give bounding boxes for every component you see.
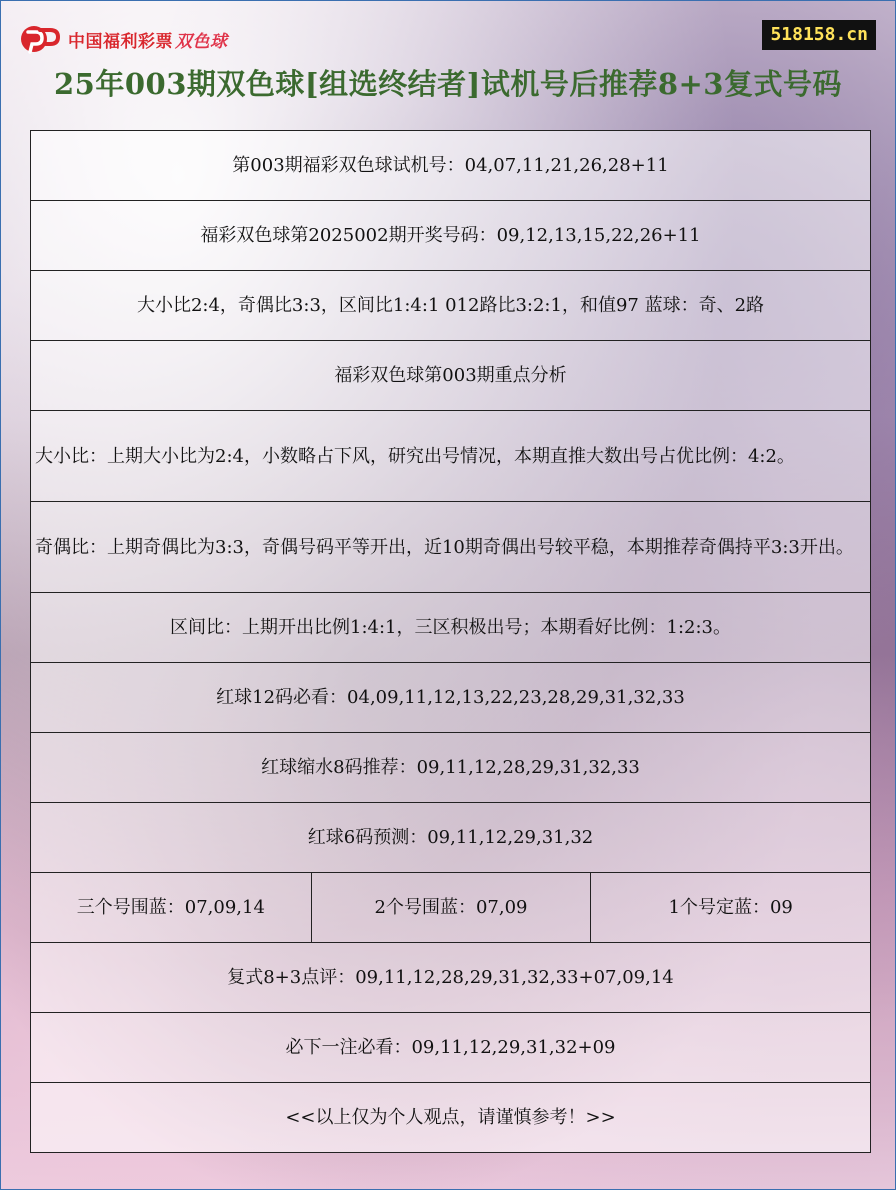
zone-ratio-text: 区间比：上期开出比例1:4:1，三区积极出号；本期看好比例：1:2:3。: [170, 617, 731, 638]
site-badge[interactable]: 518158.cn: [762, 20, 876, 50]
blue-3-text: 三个号围蓝：07,09,14: [76, 897, 265, 918]
trial-number-text: 第003期福彩双色球试机号：04,07,11,21,26,28+11: [232, 155, 669, 176]
logo-text: 中国福利彩票: [68, 31, 173, 52]
table-row: [31, 943, 871, 1013]
blue-1-text: 1个号定蓝：09: [590, 873, 870, 942]
table-row: [31, 341, 871, 411]
table-row: [31, 1083, 871, 1153]
size-ratio-text: 大小比：上期大小比为2:4，小数略占下风，研究出号情况，本期直推大数出号占优比例：4:2。: [35, 445, 795, 467]
table-row: [31, 502, 871, 593]
disclaimer-text: <<以上仅为个人观点，请谨慎参考！>>: [285, 1107, 616, 1128]
odd-even-text: 奇偶比：上期奇偶比为3:3，奇偶号码平等开出，近10期奇偶出号较平稳，本期推荐奇偶持平3:3开出。: [35, 536, 854, 558]
welfare-lottery-emblem-icon: [20, 22, 64, 56]
table-row: [31, 1013, 871, 1083]
table-row: [31, 593, 871, 663]
red-8-text: 红球缩水8码推荐：09,11,12,28,29,31,32,33: [261, 757, 640, 778]
table-row: [31, 201, 871, 271]
red-6-text: 红球6码预测：09,11,12,29,31,32: [307, 827, 594, 848]
page-title: 25年003期双色球[组选终结者]试机号后推荐8+3复式号码: [54, 67, 842, 101]
red-12-text: 红球12码必看：04,09,11,12,13,22,23,28,29,31,32,33: [216, 687, 685, 708]
table-row: [31, 873, 871, 943]
prediction-table: [30, 130, 871, 1153]
analysis-heading: 福彩双色球第003期重点分析: [334, 365, 567, 386]
logo-product: 双色球: [175, 31, 228, 52]
table-row: [31, 131, 871, 201]
table-row: [31, 411, 871, 502]
draw-result-text: 福彩双色球第2025002期开奖号码：09,12,13,15,22,26+11: [200, 225, 701, 246]
table-row: [31, 663, 871, 733]
stats-text: 大小比2:4，奇偶比3:3，区间比1:4:1 012路比3:2:1，和值97 蓝球：奇、2路: [136, 295, 765, 316]
table-row: [31, 803, 871, 873]
table-row: [31, 271, 871, 341]
single-bet-text: 必下一注必看：09,11,12,29,31,32+09: [285, 1037, 616, 1058]
blue-2-text: 2个号围蓝：07,09: [311, 873, 591, 942]
table-row: [31, 733, 871, 803]
combo-text: 复式8+3点评：09,11,12,28,29,31,32,33+07,09,14: [227, 967, 674, 988]
lottery-logo[interactable]: [20, 22, 228, 56]
